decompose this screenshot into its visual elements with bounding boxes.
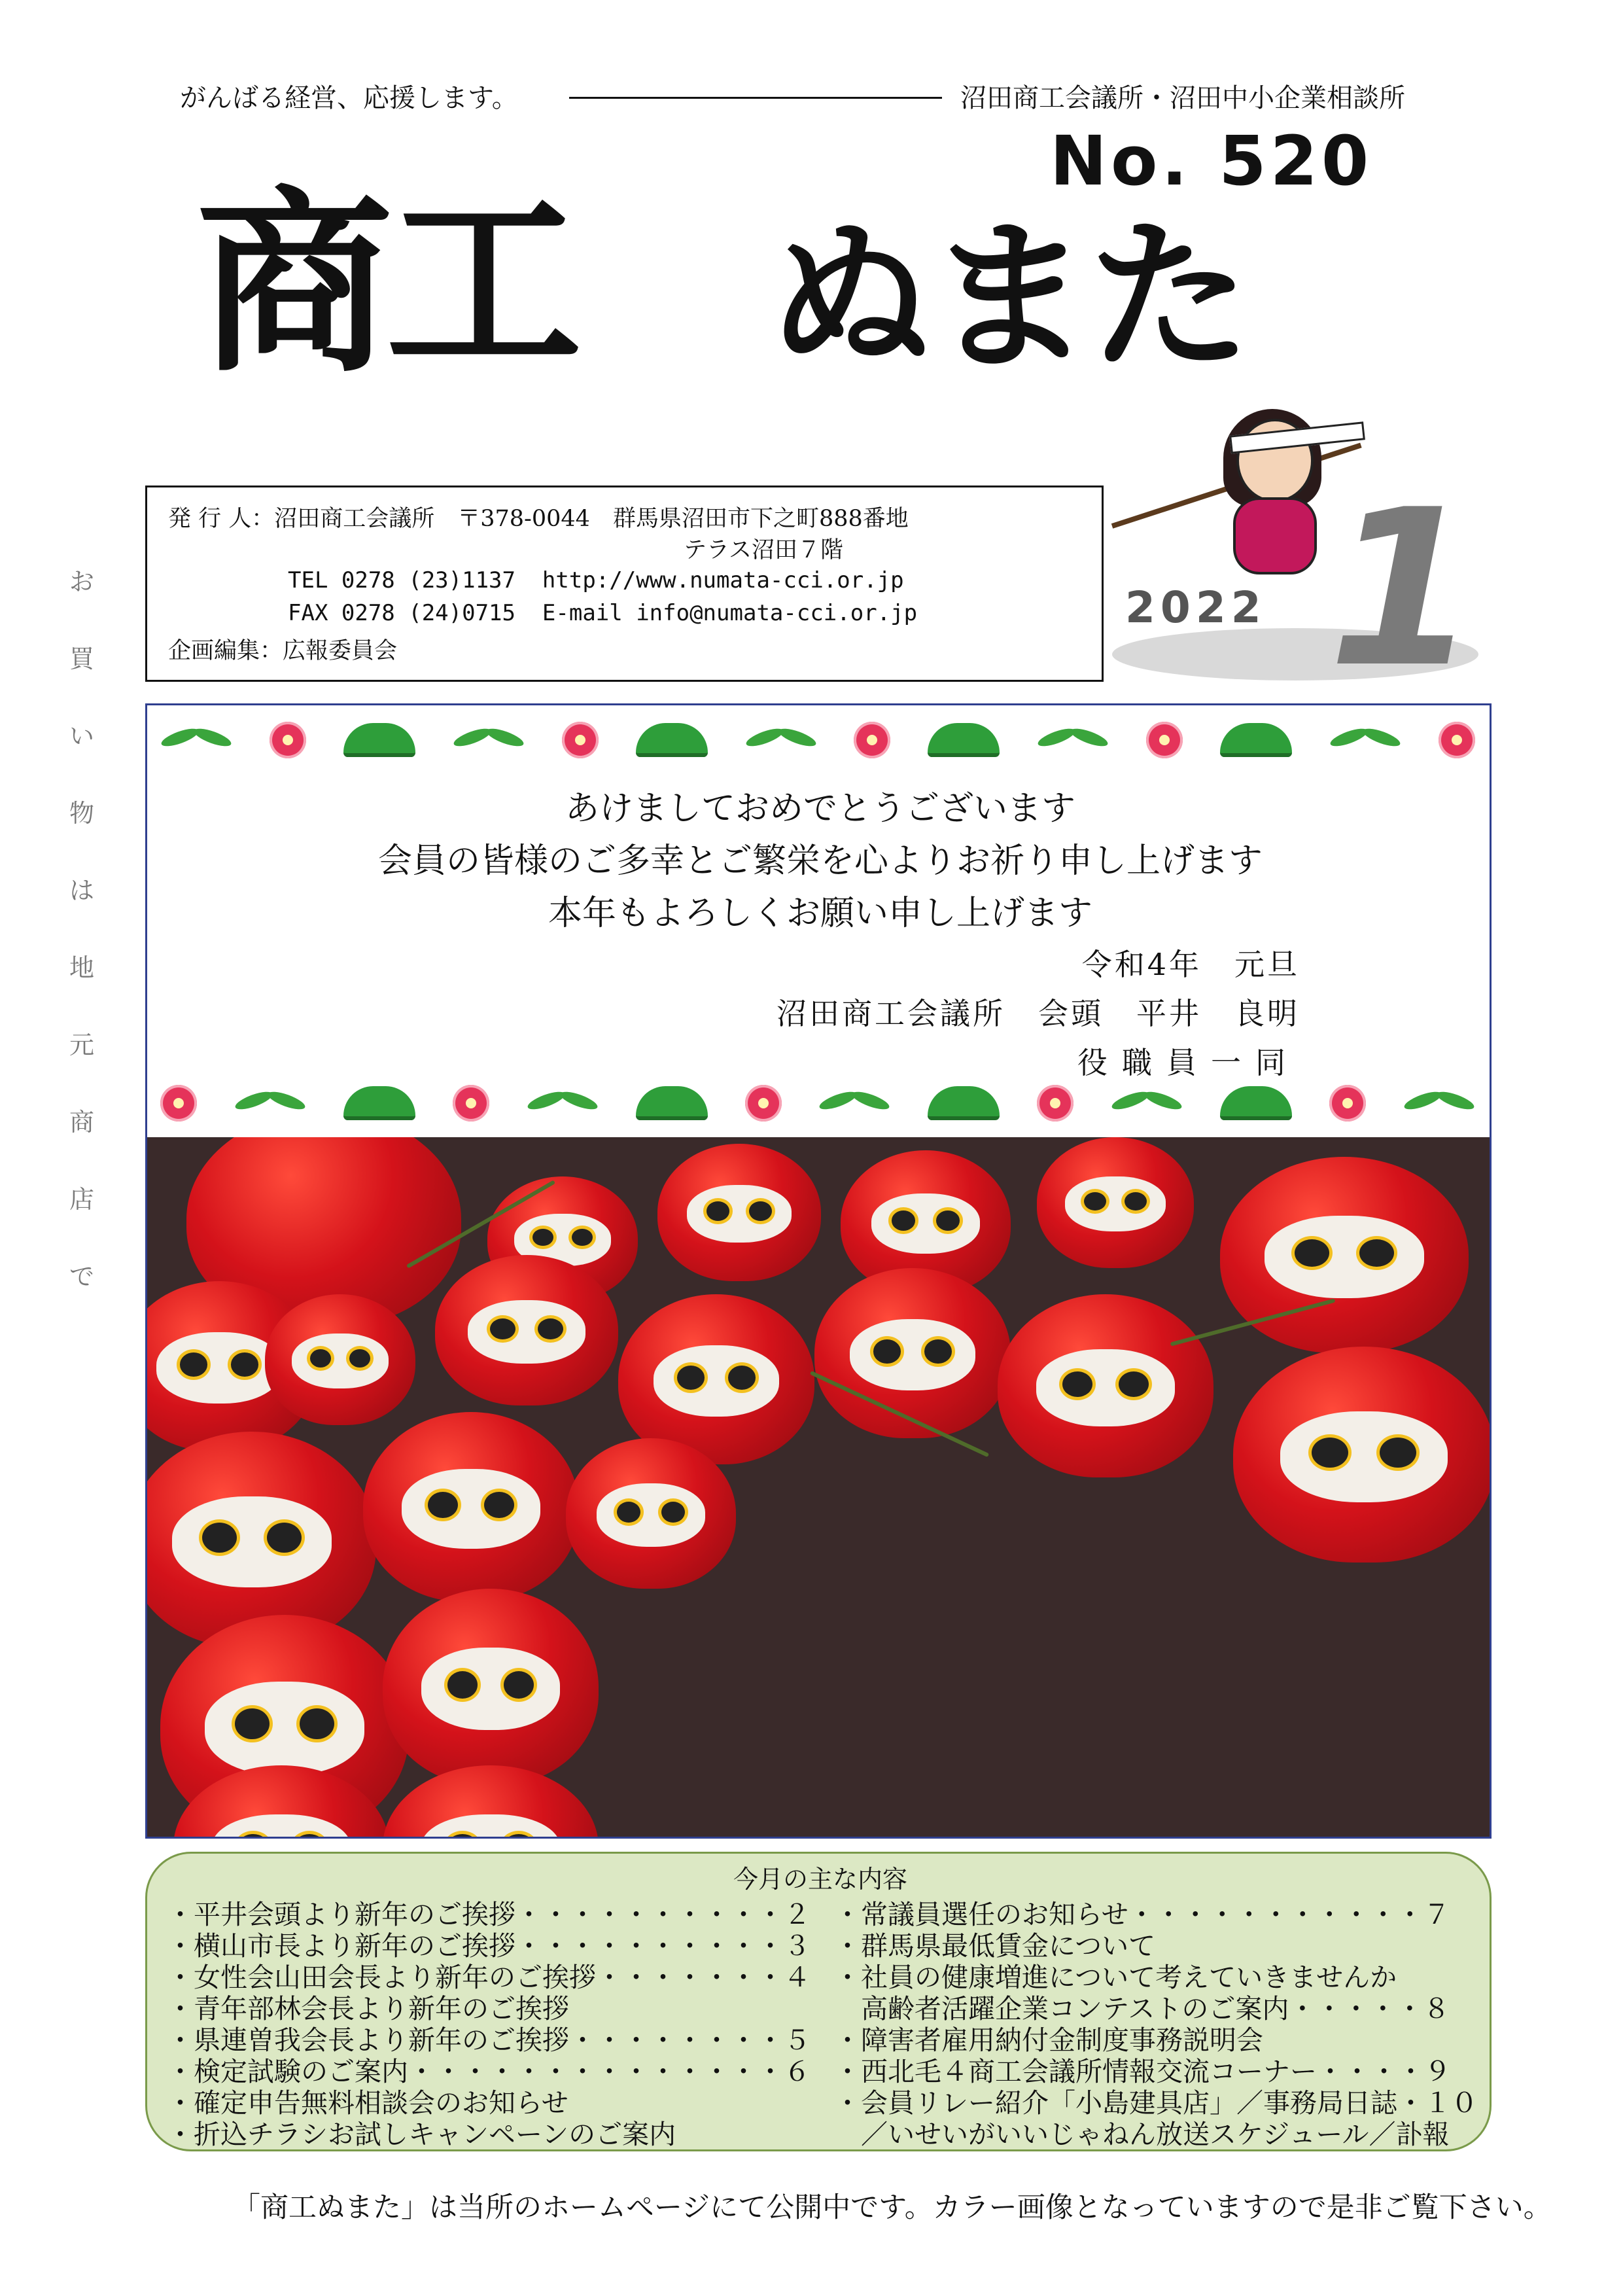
tagline: がんばる経営、応援します。 xyxy=(180,83,518,113)
side-slogan xyxy=(65,543,98,1315)
side-char: 地 xyxy=(69,953,94,982)
bamboo-icon xyxy=(1403,1088,1475,1118)
contents-item: ・平井会頭より新年のご挨拶・・・・・・・・・・２ xyxy=(167,1899,811,1930)
daruma-doll xyxy=(1220,1157,1469,1353)
pine-icon xyxy=(636,1086,708,1120)
bamboo-icon xyxy=(1329,725,1401,755)
daruma-doll xyxy=(265,1294,415,1425)
greeting-line: あけましておめでとうございます xyxy=(565,789,1075,828)
footer-note: 「商工ぬまた」は当所のホームページにて公開中です。カラー画像となっていますので是非ご覧下さい。 xyxy=(232,2191,1552,2224)
plum-blossom-icon xyxy=(745,1085,782,1122)
emblem-month: 1 xyxy=(1328,463,1478,715)
decoration-row-top xyxy=(160,722,1475,758)
plum-blossom-icon xyxy=(1146,722,1183,758)
decoration-row-bottom xyxy=(160,1085,1475,1122)
greeting-line: 会員の皆様のご多幸とご繁栄を心よりお祈り申し上げます xyxy=(377,841,1263,881)
plum-blossom-icon xyxy=(1329,1085,1366,1122)
greeting-signer: 沼田商工会議所 会頭 平井 良明 xyxy=(777,996,1300,1031)
publisher-line: 発 行 人：沼田商工会議所 〒378-0044 群馬県沼田市下之町888番地 xyxy=(168,506,909,532)
daruma-doll xyxy=(1037,1137,1194,1268)
daruma-doll xyxy=(435,1255,618,1405)
bamboo-icon xyxy=(818,1088,890,1118)
side-char: 物 xyxy=(69,799,94,828)
side-char: 元 xyxy=(69,1031,94,1059)
bamboo-icon xyxy=(745,725,817,755)
contents-item: ・常議員選任のお知らせ・・・・・・・・・・・７ xyxy=(834,1899,1450,1930)
greeting-date: 令和4年 元旦 xyxy=(1081,947,1300,982)
daruma-doll xyxy=(814,1268,1011,1438)
bamboo-icon xyxy=(1037,725,1109,755)
masthead-title-left: 商工 xyxy=(196,170,576,398)
plum-blossom-icon xyxy=(562,722,599,758)
plum-blossom-icon xyxy=(270,722,306,758)
contents-item: ・女性会山田会長より新年のご挨拶・・・・・・・４ xyxy=(167,1962,811,1993)
side-char: 商 xyxy=(69,1108,94,1137)
bamboo-icon xyxy=(234,1088,306,1118)
plum-blossom-icon xyxy=(1439,722,1475,758)
header-organization: 沼田商工会議所・沼田中小企業相談所 xyxy=(960,83,1405,113)
pine-icon xyxy=(343,1086,415,1120)
daruma-doll xyxy=(383,1765,599,1839)
issue-number: No. 520 xyxy=(1050,121,1373,201)
greeting-staff: 役職員一同 xyxy=(1077,1045,1300,1080)
greeting-panel xyxy=(145,703,1492,1839)
pine-icon xyxy=(928,1086,1000,1120)
contents-item: ・県連曽我会長より新年のご挨拶・・・・・・・・５ xyxy=(167,2024,811,2056)
side-char: 店 xyxy=(69,1185,94,1214)
contents-item: ・西北毛４商工会議所情報交流コーナー・・・・９ xyxy=(834,2056,1451,2087)
contents-item: ・確定申告無料相談会のお知らせ xyxy=(167,2087,568,2119)
plum-blossom-icon xyxy=(1037,1085,1073,1122)
daruma-doll xyxy=(1233,1347,1492,1563)
daruma-doll xyxy=(383,1589,599,1785)
pine-icon xyxy=(1220,723,1292,757)
contents-item: ・社員の健康増進について考えていきませんか xyxy=(834,1962,1397,1993)
contents-heading: 今月の主な内容 xyxy=(733,1865,907,1894)
side-char: い xyxy=(69,722,94,751)
side-char: で xyxy=(69,1262,94,1291)
side-char: は xyxy=(69,876,94,905)
masthead-title-right: ぬまた xyxy=(769,202,1248,393)
contents-item: ・障害者雇用納付金制度事務説明会 xyxy=(834,2024,1263,2056)
publisher-line: テラス沼田７階 xyxy=(684,537,843,563)
bamboo-icon xyxy=(527,1088,599,1118)
contents-item: ・折込チラシお試しキャンペーンのご案内 xyxy=(167,2119,676,2150)
pine-icon xyxy=(343,723,415,757)
daruma-doll xyxy=(566,1438,736,1589)
daruma-photo xyxy=(147,1137,1492,1839)
contents-item: 高齢者活躍企業コンテストのご案内・・・・・８ xyxy=(834,1993,1450,2024)
contents-item: ・群馬県最低賃金について xyxy=(834,1930,1156,1962)
contents-item: ・検定試験のご案内・・・・・・・・・・・・・・６ xyxy=(167,2056,811,2087)
daruma-doll xyxy=(147,1432,376,1648)
plum-blossom-icon xyxy=(160,1085,197,1122)
side-char: 買 xyxy=(69,645,94,673)
bamboo-icon xyxy=(1111,1088,1183,1118)
side-char: お xyxy=(69,567,94,596)
daruma-doll xyxy=(998,1294,1213,1477)
bamboo-icon xyxy=(160,725,232,755)
mascot-body xyxy=(1233,497,1317,574)
contents-box xyxy=(145,1852,1492,2151)
daruma-doll xyxy=(657,1144,821,1281)
header-rule xyxy=(569,97,942,99)
contents-item: ・横山市長より新年のご挨拶・・・・・・・・・・３ xyxy=(167,1930,811,1962)
plum-blossom-icon xyxy=(854,722,890,758)
daruma-doll xyxy=(363,1412,579,1602)
pine-icon xyxy=(1220,1086,1292,1120)
publisher-line: 企画編集：広報委員会 xyxy=(168,638,398,664)
contents-item: ・会員リレー紹介「小島建具店」／事務局日誌・１０ xyxy=(834,2087,1478,2119)
publisher-box xyxy=(145,486,1104,682)
bamboo-icon xyxy=(453,725,525,755)
pine-icon xyxy=(636,723,708,757)
publisher-contact-tel: TEL 0278 (23)1137 http://www.numata-cci.or.jp xyxy=(288,567,904,593)
plum-blossom-icon xyxy=(453,1085,489,1122)
publisher-contact-fax: FAX 0278 (24)0715 E-mail info@numata-cci.or.jp xyxy=(288,600,918,626)
pine-icon xyxy=(928,723,1000,757)
greeting-line: 本年もよろしくお願い申し上げます xyxy=(548,894,1092,933)
contents-item: ／いせいがいいじゃねん放送スケジュール／訃報 xyxy=(834,2119,1450,2150)
emblem-year: 2022 xyxy=(1125,582,1266,633)
contents-item: ・青年部林会長より新年のご挨拶 xyxy=(167,1993,569,2024)
